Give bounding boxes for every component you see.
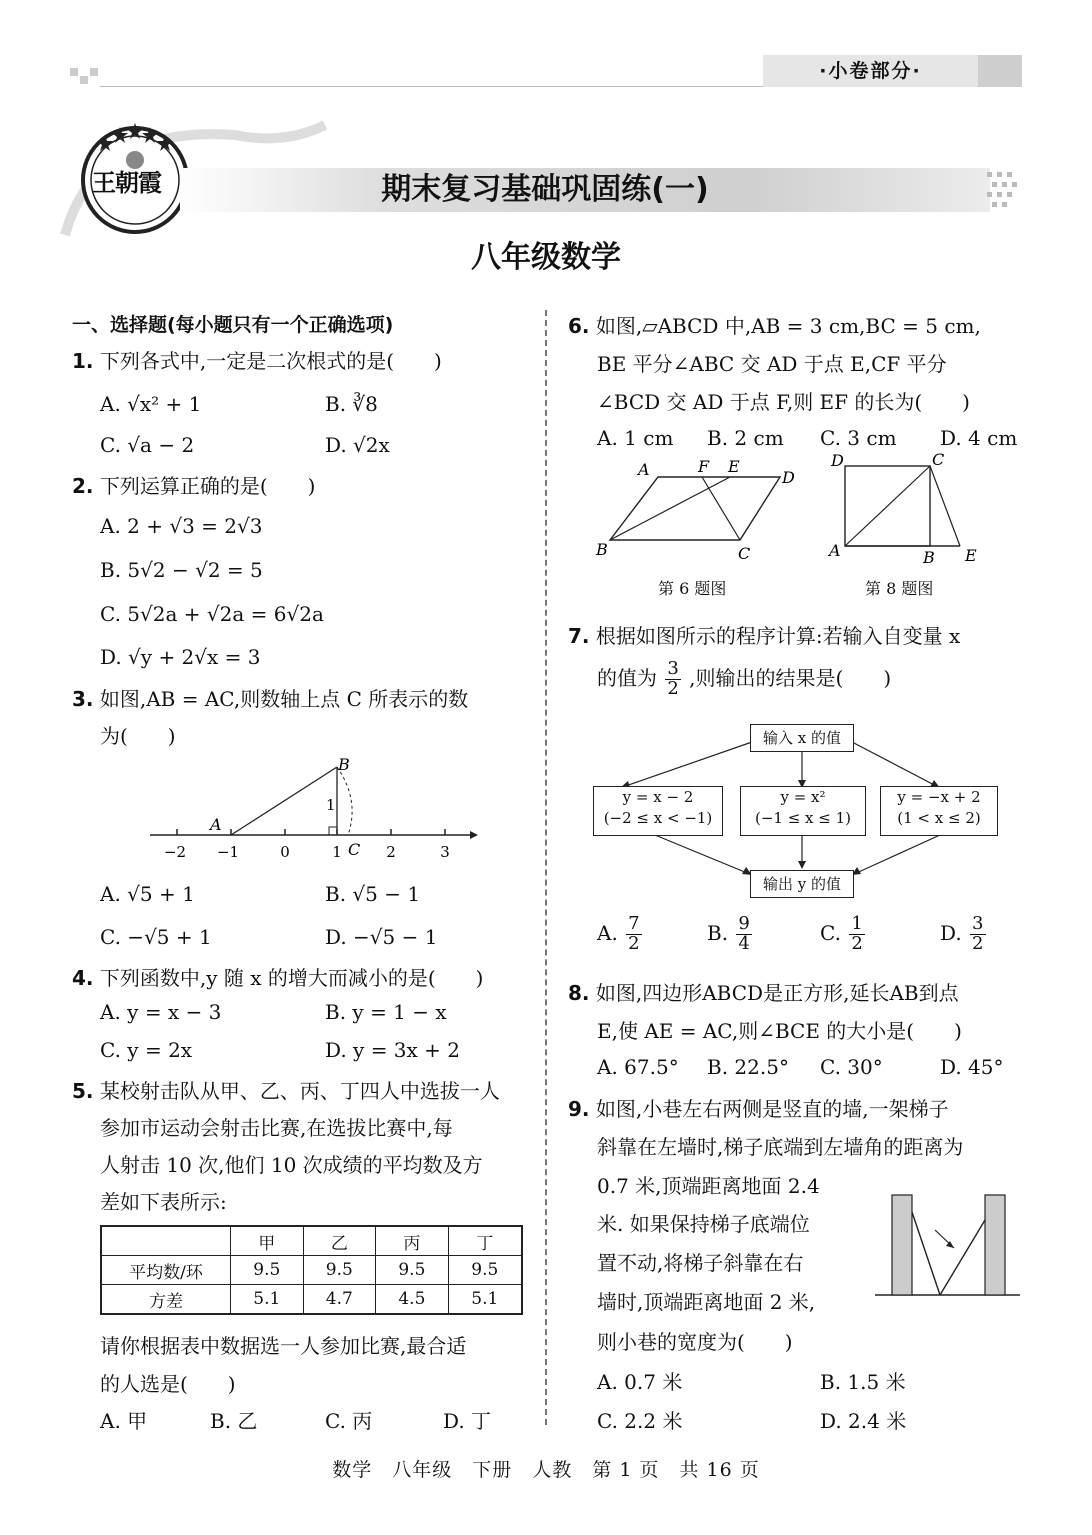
tick-label: −1 [216, 843, 240, 861]
question-stem: 如图,▱ABCD 中,AB = 3 cm,BC = 5 cm, [595, 314, 981, 338]
table-cell: 9.5 [231, 1256, 304, 1285]
corner-square [80, 76, 88, 84]
option: D. 2.4 米 [820, 1409, 907, 1433]
point-label: A [829, 541, 841, 560]
option: C. √a − 2 [100, 433, 195, 457]
point-label: E [728, 457, 740, 476]
option-label: D. [940, 920, 962, 945]
question-5 [72, 1075, 500, 1104]
fraction-denominator: 2 [972, 932, 984, 954]
question-stem: 如图,四边形ABCD是正方形,延长AB到点 [595, 981, 959, 1005]
flow-condition: (1 < x ≤ 2) [897, 809, 981, 827]
option [707, 915, 754, 954]
question-stem-cont: 置不动,将梯子斜靠在右 [597, 1251, 804, 1275]
question-4 [72, 962, 484, 991]
table-cell: 甲 [231, 1226, 304, 1256]
tick-label: 0 [280, 843, 290, 861]
question-number: 5. [72, 1079, 94, 1103]
option-label: C. [820, 920, 841, 945]
table-cell: 9.5 [303, 1256, 376, 1285]
option: A. 1 cm [597, 426, 674, 450]
fraction-numerator: 3 [972, 913, 984, 934]
flow-branch-box [593, 786, 723, 836]
option: B. 2 cm [707, 426, 784, 450]
option: D. 45° [940, 1055, 1004, 1079]
point-label: B [596, 540, 608, 559]
ladder-alley-figure [870, 1190, 1025, 1305]
question-stem-cont: 则小巷的宽度为( ) [597, 1330, 793, 1354]
option [820, 915, 867, 954]
table-cell: 平均数/环 [101, 1256, 231, 1285]
question-2 [72, 470, 315, 499]
point-label: C [348, 840, 361, 859]
option: D. −√5 − 1 [325, 925, 438, 949]
fraction-numerator: 1 [851, 913, 863, 934]
point-label: C [738, 544, 751, 563]
fraction-numerator: 3 [667, 658, 679, 679]
question-number: 2. [72, 474, 94, 498]
question-stem-cont: 参加市运动会射击比赛,在选拔比赛中,每 [100, 1116, 453, 1140]
question-stem-cont: 请你根据表中数据选一人参加比赛,最合适 [100, 1334, 467, 1358]
option: C. 30° [820, 1055, 883, 1079]
question-stem-cont: 米. 如果保持梯子底端位 [597, 1212, 810, 1236]
parallelogram-figure [590, 455, 810, 565]
title-band-dots [985, 168, 1025, 212]
score-table [100, 1225, 523, 1315]
segment-label: 1 [326, 796, 336, 814]
option: B. 22.5° [707, 1055, 789, 1079]
option: D. 丁 [443, 1409, 492, 1433]
question-number: 7. [568, 624, 590, 648]
number-line-figure [140, 755, 480, 865]
point-label: D [782, 468, 795, 487]
question-stem: 下列函数中,y 随 x 的增大而减小的是( ) [99, 966, 484, 990]
corner-square [90, 68, 98, 76]
table-cell: 4.7 [303, 1285, 376, 1315]
question-number: 8. [568, 981, 590, 1005]
flow-condition: (−2 ≤ x < −1) [603, 809, 713, 827]
question-stem: 某校射击队从甲、乙、丙、丁四人中选拔一人 [99, 1079, 500, 1103]
table-cell: 5.1 [448, 1285, 522, 1315]
fraction [736, 915, 751, 954]
question-stem: 如图,小巷左右两侧是竖直的墙,一架梯子 [595, 1097, 949, 1121]
question-stem-cont: 墙时,顶端距离地面 2 米, [597, 1290, 816, 1314]
square-figure [825, 448, 1025, 573]
question-stem-cont: ∠BCD 交 AD 于点 F,则 EF 的长为( ) [597, 390, 970, 414]
option-label: B. [707, 920, 729, 945]
question-stem: 如图,AB = AC,则数轴上点 C 所表示的数 [99, 687, 469, 711]
figure-caption: 第 6 题图 [658, 579, 727, 598]
option: C. 2.2 米 [597, 1409, 683, 1433]
option: A. √5 + 1 [100, 882, 195, 906]
tick-label: −2 [163, 843, 187, 861]
page-subtitle: 八年级数学 [471, 240, 621, 275]
question-6 [568, 310, 981, 339]
section-heading: 一、选择题(每小题只有一个正确选项) [72, 314, 394, 336]
stem-text: 的值为 [597, 665, 657, 690]
option: C. 3 cm [820, 426, 897, 450]
point-label: C [932, 450, 945, 469]
table-cell: 乙 [303, 1226, 376, 1256]
fraction-numerator: 7 [628, 913, 640, 934]
fraction [849, 915, 864, 954]
question-stem: 根据如图所示的程序计算:若输入自变量 x [595, 624, 961, 648]
option: A. 2 + √3 = 2√3 [100, 514, 263, 538]
table-cell: 9.5 [448, 1256, 522, 1285]
fraction [665, 660, 680, 699]
option: C. −√5 + 1 [100, 925, 212, 949]
table-cell: 9.5 [376, 1256, 449, 1285]
stem-text: ,则输出的结果是( ) [689, 665, 892, 690]
option-label: A. [597, 920, 618, 945]
table-cell [101, 1226, 231, 1256]
table-row [101, 1256, 522, 1285]
flow-formula: y = −x + 2 [897, 788, 981, 806]
table-cell: 丙 [376, 1226, 449, 1256]
page-footer: 数学 八年级 下册 人教 第 1 页 共 16 页 [332, 1459, 760, 1481]
section-tag-end [978, 55, 1022, 87]
option: B. y = 1 − x [325, 1000, 447, 1024]
flow-formula: y = x − 2 [622, 788, 694, 806]
table-cell: 丁 [448, 1226, 522, 1256]
point-label: F [698, 457, 710, 476]
flow-condition: (−1 ≤ x ≤ 1) [754, 809, 852, 827]
flow-formula: y = x² [780, 788, 826, 806]
question-stem-cont: 差如下表所示: [100, 1190, 227, 1214]
question-stem-cont: 为( ) [100, 724, 176, 748]
point-label: D [831, 451, 844, 470]
flow-output-box: 输出 y 的值 [750, 870, 854, 898]
fraction [626, 915, 641, 954]
question-1 [72, 345, 442, 374]
option [940, 915, 988, 954]
question-8 [568, 977, 959, 1006]
question-stem: 下列各式中,一定是二次根式的是( ) [99, 349, 442, 373]
option: A. √x² + 1 [100, 392, 202, 416]
question-3 [72, 683, 468, 712]
option: B. 5√2 − √2 = 5 [100, 558, 263, 582]
question-number: 6. [568, 314, 590, 338]
fraction-denominator: 4 [738, 932, 750, 954]
point-label: A [210, 815, 222, 834]
fraction-numerator: 9 [738, 913, 750, 934]
question-stem-cont: E,使 AE = AC,则∠BCE 的大小是( ) [597, 1019, 962, 1043]
option: D. √2x [325, 433, 390, 457]
fraction-denominator: 2 [628, 932, 640, 954]
fraction [970, 915, 985, 954]
corner-square [70, 68, 78, 76]
question-stem-cont: BE 平分∠ABC 交 AD 于点 E,CF 平分 [597, 352, 947, 376]
table-header-row [101, 1226, 522, 1256]
option: C. y = 2x [100, 1038, 193, 1062]
point-label: B [338, 755, 350, 774]
option: B. 1.5 米 [820, 1370, 906, 1394]
logo-text: 王朝霞 [92, 168, 161, 197]
option: A. 甲 [100, 1409, 148, 1433]
question-stem-cont [597, 660, 891, 699]
option: B. √5 − 1 [325, 882, 421, 906]
fraction-denominator: 2 [667, 677, 679, 699]
table-cell: 4.5 [376, 1285, 449, 1315]
option: B. ∛8 [325, 392, 378, 416]
option: B. 乙 [210, 1409, 258, 1433]
option: D. y = 3x + 2 [325, 1038, 461, 1062]
option: A. 0.7 米 [597, 1370, 683, 1394]
figure-caption: 第 8 题图 [865, 579, 934, 598]
tick-label: 3 [440, 843, 450, 861]
tick-label: 1 [332, 843, 342, 861]
question-stem: 下列运算正确的是( ) [99, 474, 316, 498]
table-row [101, 1285, 522, 1315]
question-7 [568, 620, 960, 649]
question-9 [568, 1093, 949, 1122]
column-divider [545, 310, 547, 1425]
point-label: E [965, 546, 977, 565]
option: C. 5√2a + √2a = 6√2a [100, 602, 324, 626]
flow-input-box: 输入 x 的值 [750, 724, 854, 752]
question-stem-cont: 的人选是( ) [100, 1372, 236, 1396]
page-title: 期末复习基础巩固练(一) [381, 172, 709, 207]
point-label: A [638, 460, 650, 479]
fraction-denominator: 2 [851, 932, 863, 954]
question-stem-cont: 人射击 10 次,他们 10 次成绩的平均数及方 [100, 1153, 483, 1177]
question-number: 3. [72, 687, 94, 711]
table-cell: 方差 [101, 1285, 231, 1315]
tick-label: 2 [386, 843, 396, 861]
option: A. y = x − 3 [100, 1000, 222, 1024]
question-stem-cont: 斜靠在左墙时,梯子底端到左墙角的距离为 [597, 1135, 964, 1159]
question-stem-cont: 0.7 米,顶端距离地面 2.4 [597, 1174, 820, 1198]
question-number: 4. [72, 966, 94, 990]
option [597, 915, 644, 954]
question-number: 1. [72, 349, 94, 373]
section-tag: ·小卷部分· [763, 55, 978, 87]
flow-branch-box [740, 786, 866, 836]
option: C. 丙 [325, 1409, 373, 1433]
table-cell: 5.1 [231, 1285, 304, 1315]
point-label: B [923, 548, 935, 567]
option: D. 4 cm [940, 426, 1018, 450]
option: A. 67.5° [597, 1055, 679, 1079]
option: D. √y + 2√x = 3 [100, 645, 261, 669]
question-number: 9. [568, 1097, 590, 1121]
flow-branch-box [880, 786, 998, 836]
